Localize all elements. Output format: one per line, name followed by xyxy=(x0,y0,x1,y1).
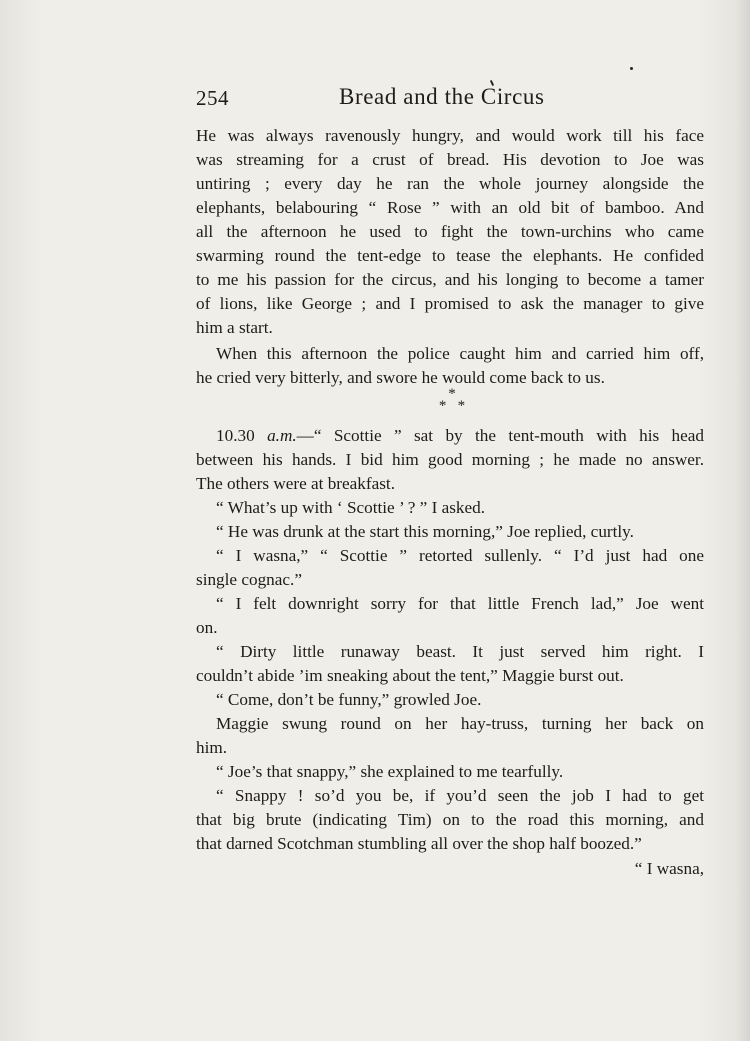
text-line: elephants, belabouring “ Rose ” with an old bit of bamboo. And xyxy=(196,198,704,217)
text-line: “ Snappy ! so’d you be, if you’d seen the job I had to get xyxy=(216,786,704,805)
text-line: untiring ; every day he ran the whole journey alongside the xyxy=(196,174,704,193)
text-line: He was always ravenously hungry, and would work till his face xyxy=(196,126,704,145)
section-break-asterisks xyxy=(422,388,482,412)
text-line: “ Come, don’t be funny,” growled Joe. xyxy=(216,690,482,709)
text-line: “ I wasna,” “ Scottie ” retorted sullenly. “ I’d just had one xyxy=(216,546,704,565)
text-line: him. xyxy=(196,738,228,757)
text-line: was streaming for a crust of bread. His devotion to Joe was xyxy=(196,150,704,169)
text-line: “ Dirty little runaway beast. It just served him right. I xyxy=(216,642,704,661)
text-line: When this afternoon the police caught him and carried him off, xyxy=(216,344,704,363)
time-marker: a.m. xyxy=(267,426,297,445)
text-line-timestamp: 10.30 a.m.—“ Scottie ” sat by the tent-mouth with his head xyxy=(216,426,704,445)
text-line: Maggie swung round on her hay-truss, turning her back on xyxy=(216,714,704,733)
section-break xyxy=(422,388,482,418)
text-line: him a start. xyxy=(196,318,273,337)
text-line: between his hands. I bid him good morning ; he made no answer. xyxy=(196,450,704,469)
text-line: all the afternoon he used to fight the town-urchins who came xyxy=(196,222,704,241)
text-line: “ He was drunk at the start this morning,” Joe replied, curtly. xyxy=(216,522,634,541)
page-edge-shadow xyxy=(736,0,750,1041)
ink-speck xyxy=(630,67,633,70)
text-line: swarming round the tent-edge to tease the elephants. He confided xyxy=(196,246,704,265)
text-line: he cried very bitterly, and swore he would come back to us. xyxy=(196,368,605,387)
text-line: that big brute (indicating Tim) on to the road this morning, and xyxy=(196,810,704,829)
text-line: couldn’t abide ’im sneaking about the tent,” Maggie burst out. xyxy=(196,666,624,685)
text-line: that darned Scotchman stumbling all over the shop half boozed.” xyxy=(196,834,642,853)
text-line: on. xyxy=(196,618,218,637)
text-line: “ What’s up with ‘ Scottie ’ ? ” I asked. xyxy=(216,498,486,517)
text-line: “ Joe’s that snappy,” she explained to me tearfully. xyxy=(216,762,564,781)
asterisk-bottom-pair: * * xyxy=(438,398,466,414)
text-line: single cognac.” xyxy=(196,570,302,589)
text-line: The others were at breakfast. xyxy=(196,474,395,493)
text-line: “ I felt downright sorry for that little French lad,” Joe went xyxy=(216,594,704,613)
text-line: of lions, like George ; and I promised to ask the manager to give xyxy=(196,294,704,313)
text-line-continued: “ I wasna, xyxy=(634,859,704,878)
text-line: to me his passion for the circus, and his longing to become a tamer xyxy=(196,270,704,289)
page-number: 254 xyxy=(196,86,229,110)
running-head xyxy=(196,86,704,116)
asterisk-top: * xyxy=(448,386,456,402)
running-title: Bread and the Circus xyxy=(339,84,545,109)
